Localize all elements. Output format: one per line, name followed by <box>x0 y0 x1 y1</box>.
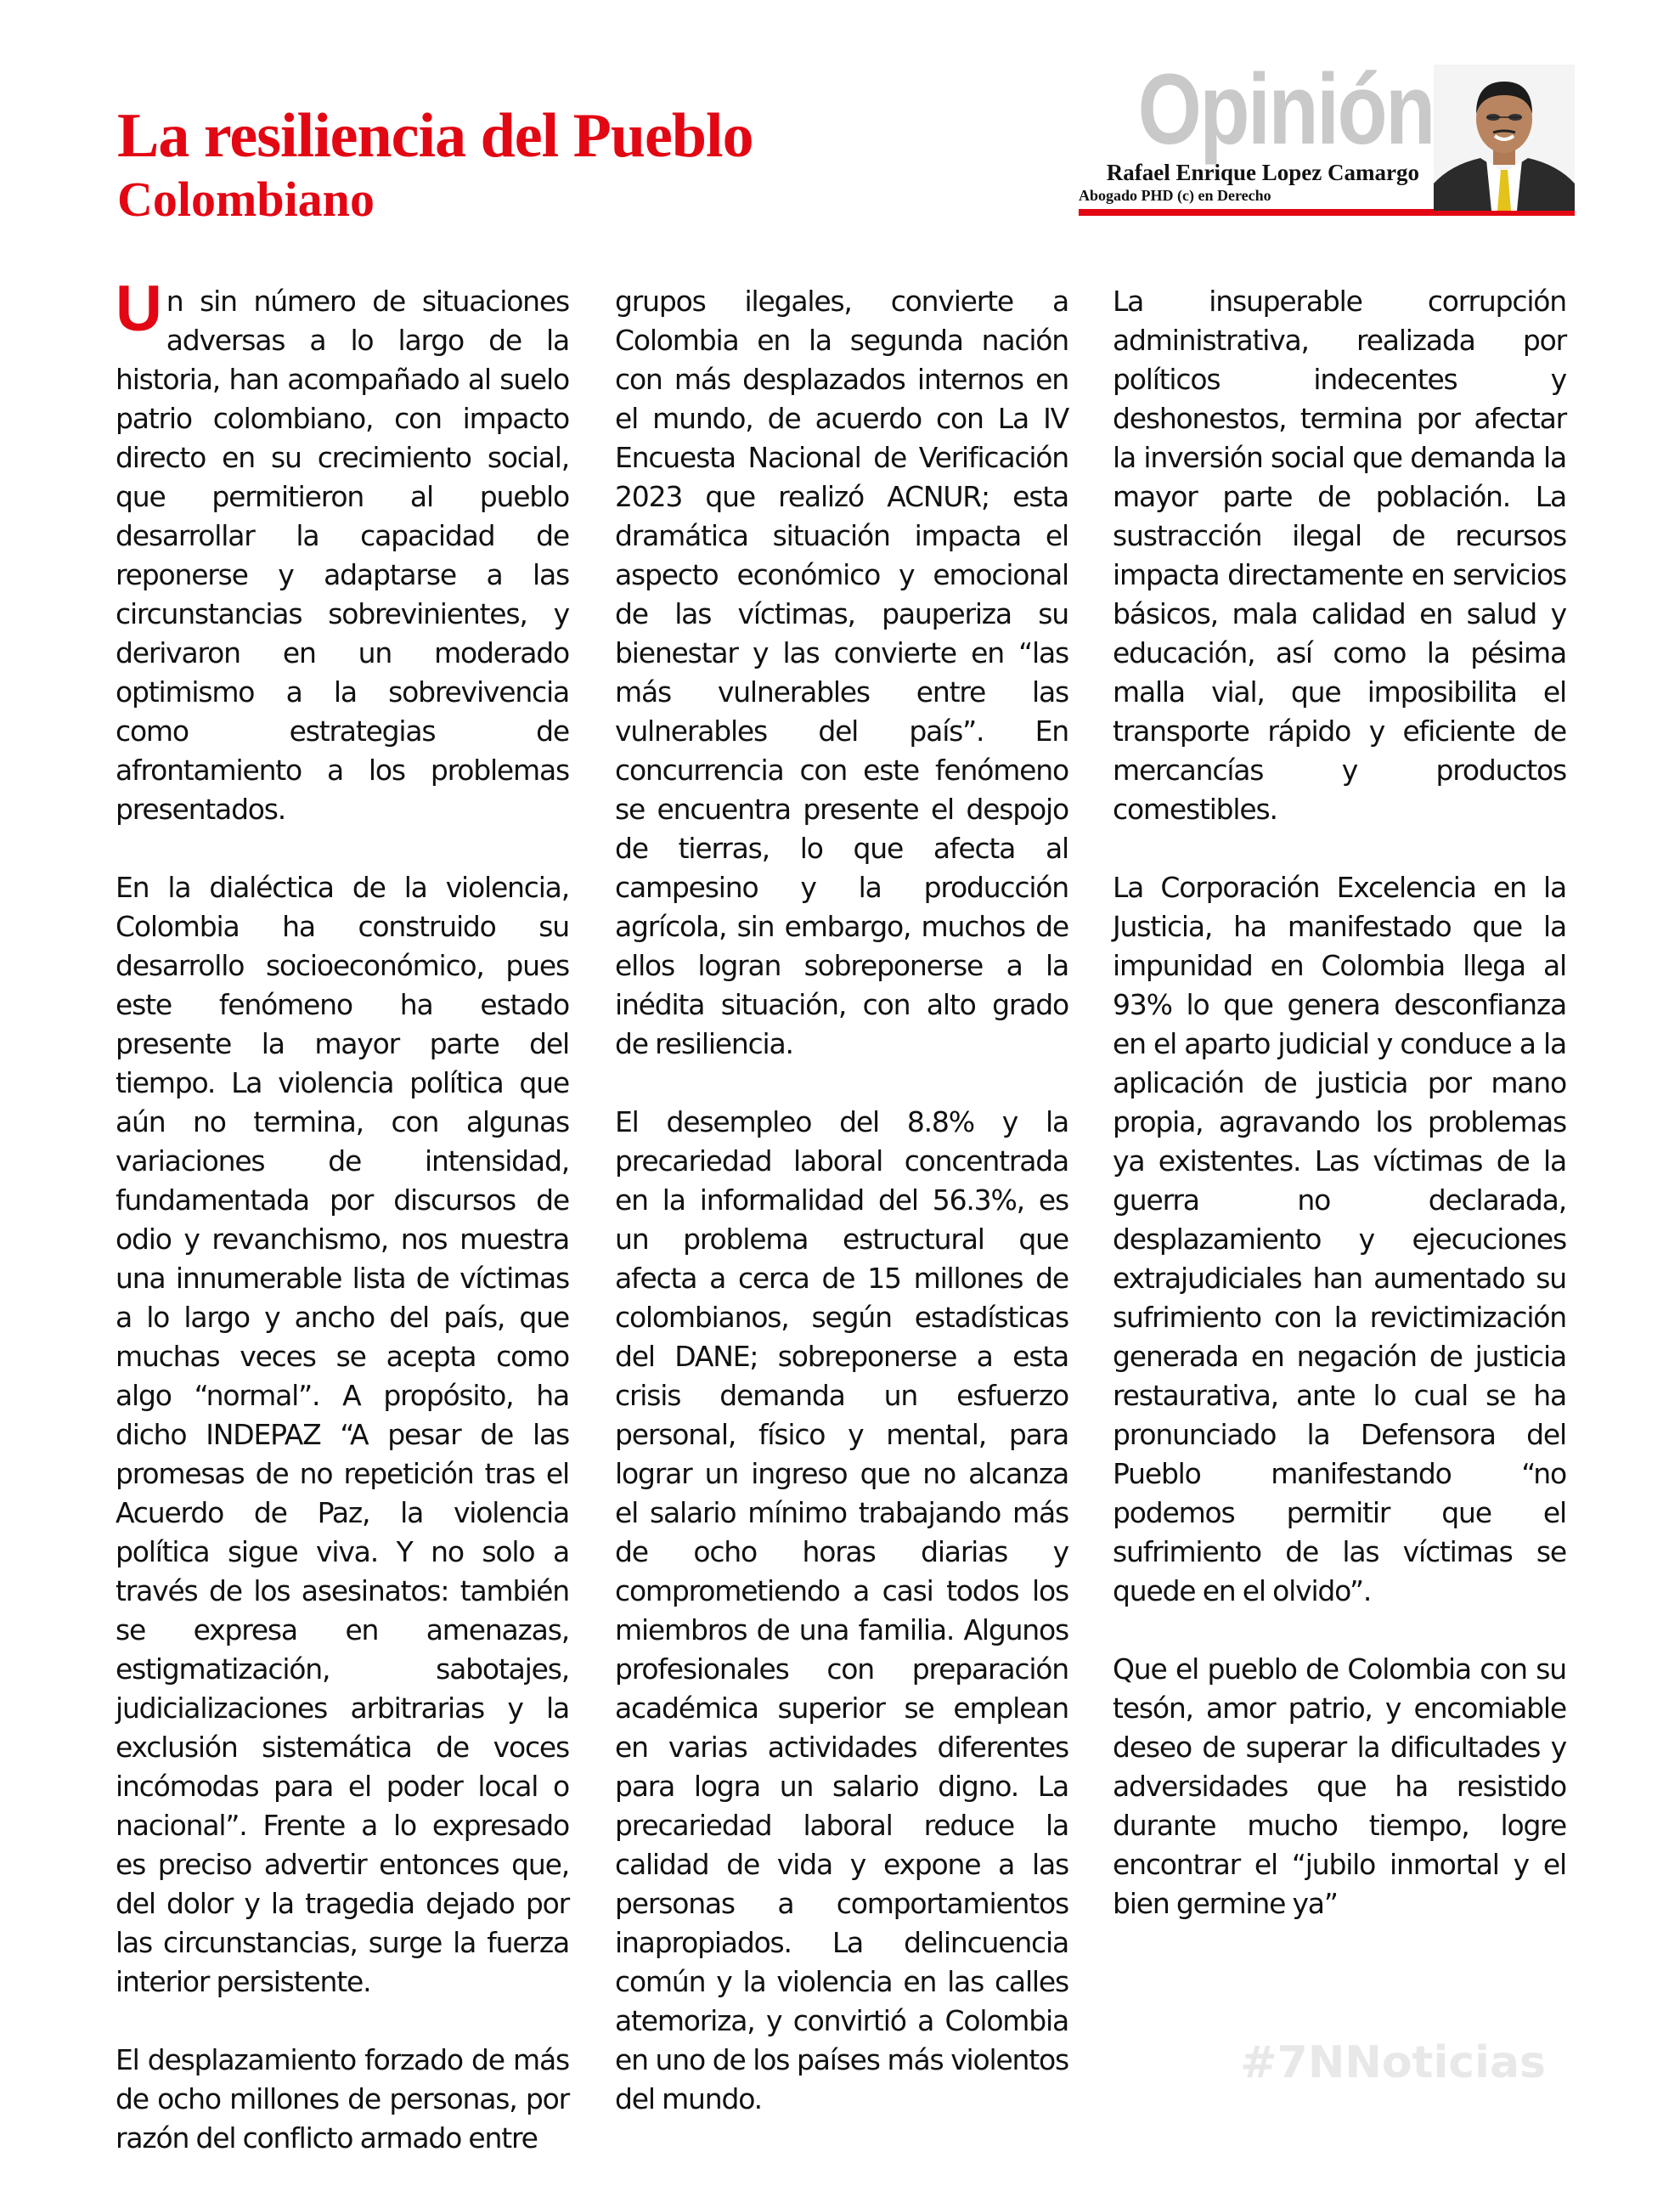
paragraph-continuation <box>615 282 1068 1064</box>
author-credentials: Abogado PHD (c) en Derecho <box>1079 187 1271 204</box>
section-label: Opinión <box>1137 54 1434 166</box>
opinion-byline-box <box>1079 54 1575 221</box>
paragraph: La insuperable corrupción administrativa, realizada por políticos indecentes y deshonestos, termina por afectar la inversión social que demanda la mayor parte de población. La sustracción ilegal de recursos impacta directamente en servicios básicos, mala calidad en salud y educación, así como la pésima malla vial, que imposibilita el transporte rápido y eficiente de mercancías y productos comestibles. <box>1113 285 1566 826</box>
paragraph <box>116 2041 569 2158</box>
article-title-line-2: Colombiano <box>117 172 375 227</box>
paragraph: En la dialéctica de la violencia, Colombia ha construido su desarrollo socioeconómico, pues este fenómeno ha estado presente la mayor parte del tiempo. La violencia política que aún no termina, con algunas variaciones de intensidad, fundamentada por discursos de odio y revanchismo, nos muestra una innumerable lista de víctimas a lo largo y ancho del país, que muchas veces se acepta como algo “normal”. A propósito, ha dicho INDEPAZ “A pesar de las promesas de no repetición tras el Acuerdo de Paz, la violencia política sigue viva. Y no solo a través de los asesinatos: también se expresa en amenazas, estigmatización, sabotajes, judicializaciones arbitrarias y la exclusión sistemática de voces incómodas para el poder local o nacional”. Frente a lo expresado es preciso advertir entonces que, del dolor y la tragedia dejado por las circunstancias, surge la fuerza interior persistente. <box>116 871 569 1998</box>
author-portrait-icon <box>1434 65 1575 211</box>
author-photo <box>1434 65 1575 211</box>
article-title <box>117 100 1051 228</box>
paragraph: El desempleo del 8.8% y la precariedad laboral concentrada en la informalidad del 56.3%, es un problema estructural que afecta a cerca de 15 millones de colombianos, según estadísticas del DANE; sobreponerse a esta crisis demanda un esfuerzo personal, físico y mental, para lograr un ingreso que no alcanza el salario mínimo trabajando más de ocho horas diarias y comprometiendo a casi todos los miembros de una familia. Algunos profesionales con preparación académica superior se emplean en varias actividades diferentes para logra un salario digno. La precariedad laboral reduce la calidad de vida y expone a las personas a comportamientos inapropiados. La delincuencia común y la violencia en las calles atemoriza, y convirtió a Colombia en uno de los países más violentos del mundo. <box>615 1105 1068 2115</box>
drop-cap: U <box>116 273 161 345</box>
article-column-3 <box>1113 282 1566 1963</box>
paragraph: Que el pueblo de Colombia con su tesón, amor patrio, y encomiable deseo de superar la dificultades y adversidades que ha resistido durante mucho tiempo, logre encontrar el “jubilo inmortal y el bien germine ya” <box>1113 1652 1566 1920</box>
article-column-2 <box>615 282 1068 2158</box>
paragraph <box>116 273 569 829</box>
paragraph-text: n sin número de situaciones adversas a lo largo de la historia, han acompañado al suelo patrio colombiano, con impacto directo en su crecimiento social, que permitieron al pueblo desarrollar la capacidad de reponerse y adaptarse a las circunstancias sobrevinientes, y derivaron en un moderado optimismo a la sobrevivencia como estrategias de afrontamiento a los problemas presentados. <box>116 285 569 826</box>
author-name: Rafael Enrique Lopez Camargo <box>1106 160 1419 185</box>
paragraph-text-part-2: grupos ilegales, convierte a Colombia en la segunda nación con más desplazados internos en el mundo, de acuerdo con La IV Encuesta Nacional de Verificación 2023 que realizó ACNUR; esta dramática situación impacta el aspecto económico y emocional de las víctimas, pauperiza su bienestar y las convierte en “las más vulnerables entre las vulnerables del país”. En concurrencia con este fenómeno se encuentra presente el despojo de tierras, lo que afecta al campesino y la producción agrícola, sin embargo, muchos de ellos logran sobreponerse a la inédita situación, con alto grado de resiliencia. <box>615 285 1068 1060</box>
article-title-line-1: La resiliencia del Pueblo <box>117 101 753 171</box>
paragraph: La Corporación Excelencia en la Justicia, ha manifestado que la impunidad en Colombia llega al 93% lo que genera desconfianza en el aparto judicial y conduce a la aplicación de justicia por mano propia, agravando los problemas ya existentes. Las víctimas de la guerra no declarada, desplazamiento y ejecuciones extrajudiciales han aumentado su sufrimiento con la revictimización generada en negación de justicia restaurativa, ante lo cual se ha pronunciado la Defensora del Pueblo manifestando “no podemos permitir que el sufrimiento de las víctimas se quede en el olvido”. <box>1113 871 1566 1607</box>
paragraph-text-part-1: El desplazamiento forzado de más de ocho millones de personas, por razón del conflicto armado entre <box>116 2043 569 2155</box>
watermark-hashtag: #7NNoticias <box>1240 2037 1546 2088</box>
article-column-1 <box>116 273 569 2197</box>
